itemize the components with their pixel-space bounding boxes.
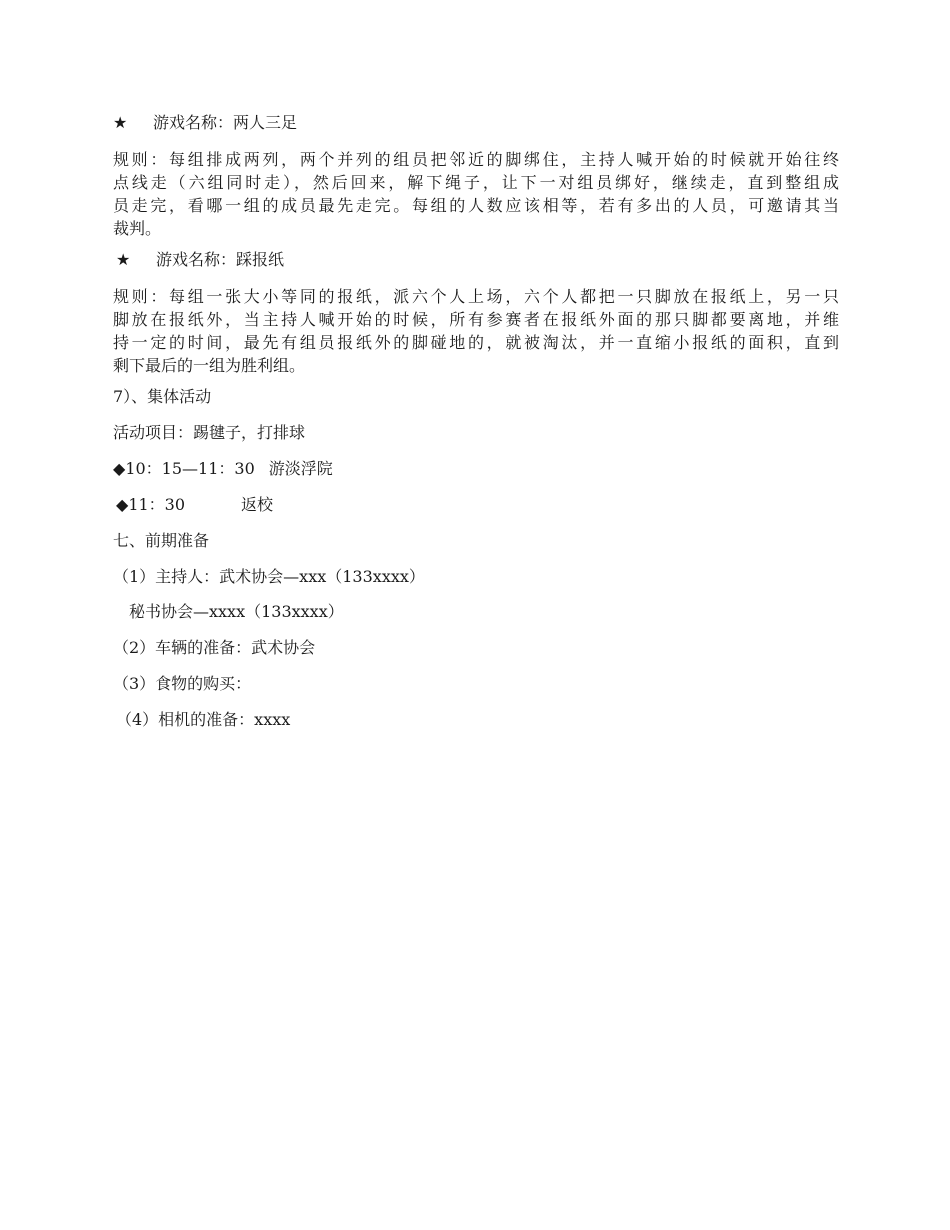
game2-rule-line: 持一定的时间，最先有组员报纸外的脚碰地的，就被淘汰，并一直缩小报纸的面积，直到 xyxy=(113,333,839,352)
schedule-item xyxy=(113,458,333,480)
diamond-icon: ◆ xyxy=(113,459,126,478)
schedule-item xyxy=(116,494,273,516)
schedule-desc: 返校 xyxy=(241,495,274,514)
schedule-desc: 游淡浮院 xyxy=(268,459,333,478)
game2-rule-line: 剩下最后的一组为胜利组。 xyxy=(113,356,306,375)
schedule-time: 10：15—11：30 xyxy=(125,459,255,478)
activity-heading: 7）、集体活动 xyxy=(113,387,212,406)
game2-title: 游戏名称：踩报纸 xyxy=(156,250,285,269)
game2-rule-line: 脚放在报纸外，当主持人喊开始的时候，所有参赛者在报纸外面的那只脚都要离地，并维 xyxy=(113,310,839,329)
game1-title: 游戏名称：两人三足 xyxy=(153,113,298,132)
schedule-time: 11：30 xyxy=(128,495,186,514)
game1-title-line xyxy=(113,112,297,134)
game1-rules xyxy=(113,148,839,240)
prep-item: （1）主持人：武术协会—xxx（133xxxx） xyxy=(113,567,425,586)
prep-item: （4）相机的准备：xxxx xyxy=(116,710,291,729)
prep-item: 秘书协会—xxxx（133xxxx） xyxy=(129,602,344,621)
game2-title-line xyxy=(116,249,284,271)
star-icon: ★ xyxy=(113,113,128,132)
game1-rule-line: 员走完，看哪一组的成员最先走完。每组的人数应该相等，若有多出的人员，可邀请其当 xyxy=(113,196,839,215)
game1-rule-line: 规则：每组排成两列，两个并列的组员把邻近的脚绑住，主持人喊开始的时候就开始往终 xyxy=(113,150,839,169)
prep-item: （3）食物的购买： xyxy=(113,674,252,693)
prep-item: （2）车辆的准备：武术协会 xyxy=(113,638,316,657)
game1-rule-line: 点线走（六组同时走），然后回来，解下绳子，让下一对组员绑好，继续走，直到整组成 xyxy=(113,173,839,192)
diamond-icon: ◆ xyxy=(116,495,129,514)
prep-heading: 七、前期准备 xyxy=(113,531,210,550)
game1-rule-line: 裁判。 xyxy=(113,219,162,238)
star-icon: ★ xyxy=(116,250,131,269)
activity-items: 活动项目：踢毽子，打排球 xyxy=(113,423,306,442)
game2-rule-line: 规则：每组一张大小等同的报纸，派六个人上场，六个人都把一只脚放在报纸上，另一只 xyxy=(113,287,839,306)
game2-rules xyxy=(113,285,839,377)
